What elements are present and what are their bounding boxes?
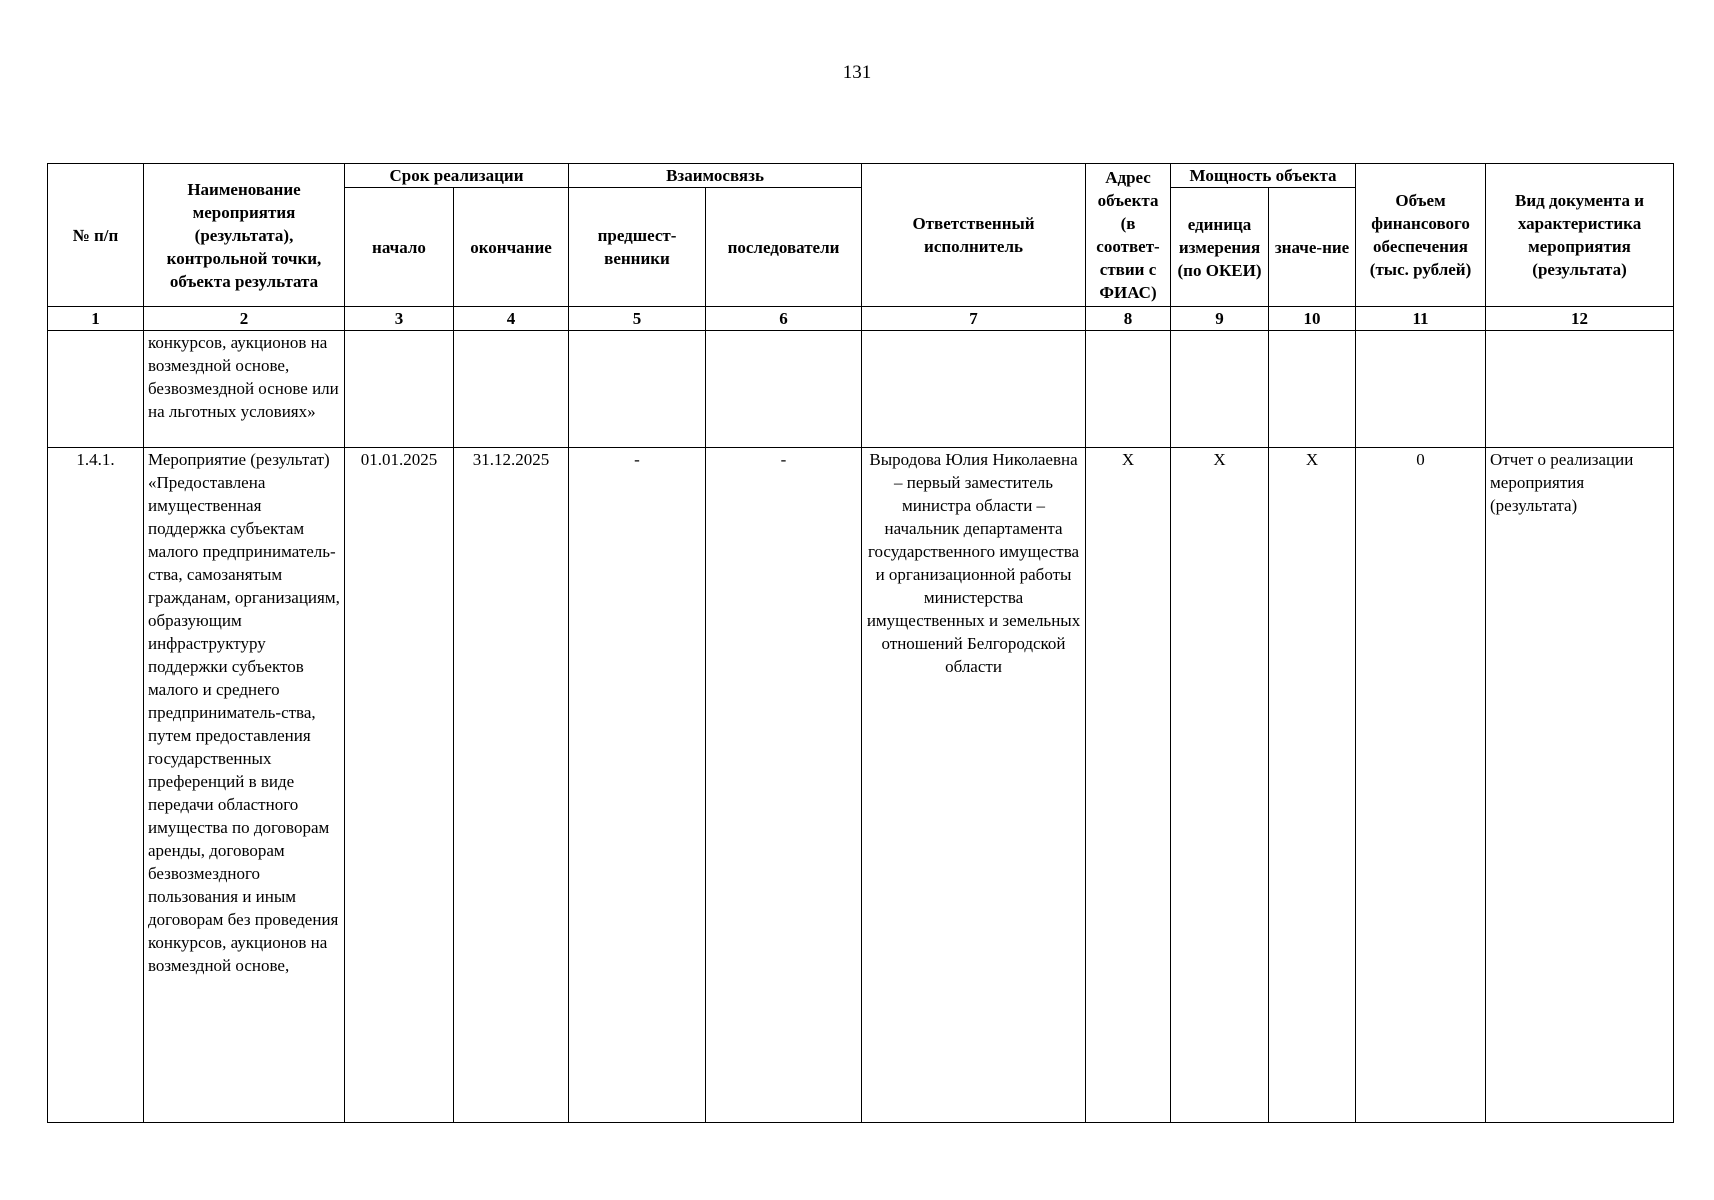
column-number: 6 xyxy=(706,307,862,331)
column-number: 5 xyxy=(569,307,706,331)
header-capacity: Мощность объекта xyxy=(1171,164,1356,188)
column-number: 8 xyxy=(1086,307,1171,331)
header-successors: последователи xyxy=(706,188,862,307)
column-number-row xyxy=(48,307,1674,331)
header-finance: Объем финансового обеспечения (тыс. рублей) xyxy=(1356,164,1486,307)
column-number: 10 xyxy=(1269,307,1356,331)
row-doc-cell: Отчет о реализации мероприятия (результата) xyxy=(1486,448,1674,1123)
header-num: № п/п xyxy=(48,164,144,307)
row-start-cell: 01.01.2025 xyxy=(345,448,454,1123)
header-doc: Вид документа и характеристика мероприятия (результата) xyxy=(1486,164,1674,307)
row-address-cell: Х xyxy=(1086,448,1171,1123)
row-predecessors-cell: - xyxy=(569,448,706,1123)
header-responsible: Ответственный исполнитель xyxy=(862,164,1086,307)
table-row xyxy=(48,448,1674,1123)
column-number: 3 xyxy=(345,307,454,331)
plan-table xyxy=(47,163,1674,1123)
row-value-cell: Х xyxy=(1269,448,1356,1123)
header-start: начало xyxy=(345,188,454,307)
column-number: 1 xyxy=(48,307,144,331)
column-number: 9 xyxy=(1171,307,1269,331)
column-number: 7 xyxy=(862,307,1086,331)
column-number: 4 xyxy=(454,307,569,331)
column-number: 12 xyxy=(1486,307,1674,331)
page-number: 131 xyxy=(842,62,872,83)
row-end-cell: 31.12.2025 xyxy=(454,448,569,1123)
header-relation: Взаимосвязь xyxy=(569,164,862,188)
header-period: Срок реализации xyxy=(345,164,569,188)
header-unit: единица измерения (по ОКЕИ) xyxy=(1171,188,1269,307)
row-successors-cell: - xyxy=(706,448,862,1123)
header-address: Адрес объекта (в соответ-ствии с ФИАС) xyxy=(1086,164,1171,307)
header-row-top xyxy=(48,164,1674,188)
table-row-continued xyxy=(48,331,1674,448)
row-name-cell: Мероприятие (результат) «Предоставлена имущественная поддержка субъектам малого предприниматель-ства, самозанятым гражданам, организациям, образующим инфраструктуру поддержки субъектов малого и среднего предприниматель-ства, путем предоставления государственных преференций в виде передачи областного имущества по договорам аренды, договорам безвозмездного пользования и иным договорам без проведения конкурсов, аукционов на возмездной основе, xyxy=(144,448,345,1123)
row-num-cell: 1.4.1. xyxy=(48,448,144,1123)
row-finance-cell: 0 xyxy=(1356,448,1486,1123)
header-end: окончание xyxy=(454,188,569,307)
header-name: Наименование мероприятия (результата), контрольной точки, объекта результата xyxy=(144,164,345,307)
header-value: значе-ние xyxy=(1269,188,1356,307)
continued-name-cell: конкурсов, аукционов на возмездной основе, безвозмездной основе или на льготных условиях» xyxy=(144,331,345,448)
column-number: 2 xyxy=(144,307,345,331)
header-predecessors: предшест-венники xyxy=(569,188,706,307)
column-number: 11 xyxy=(1356,307,1486,331)
row-responsible-cell: Выродова Юлия Николаевна – первый заместитель министра области – начальник департамента государственного имущества и организационной работы министерства имущественных и земельных отношений Белгородской области xyxy=(862,448,1086,1123)
row-unit-cell: Х xyxy=(1171,448,1269,1123)
